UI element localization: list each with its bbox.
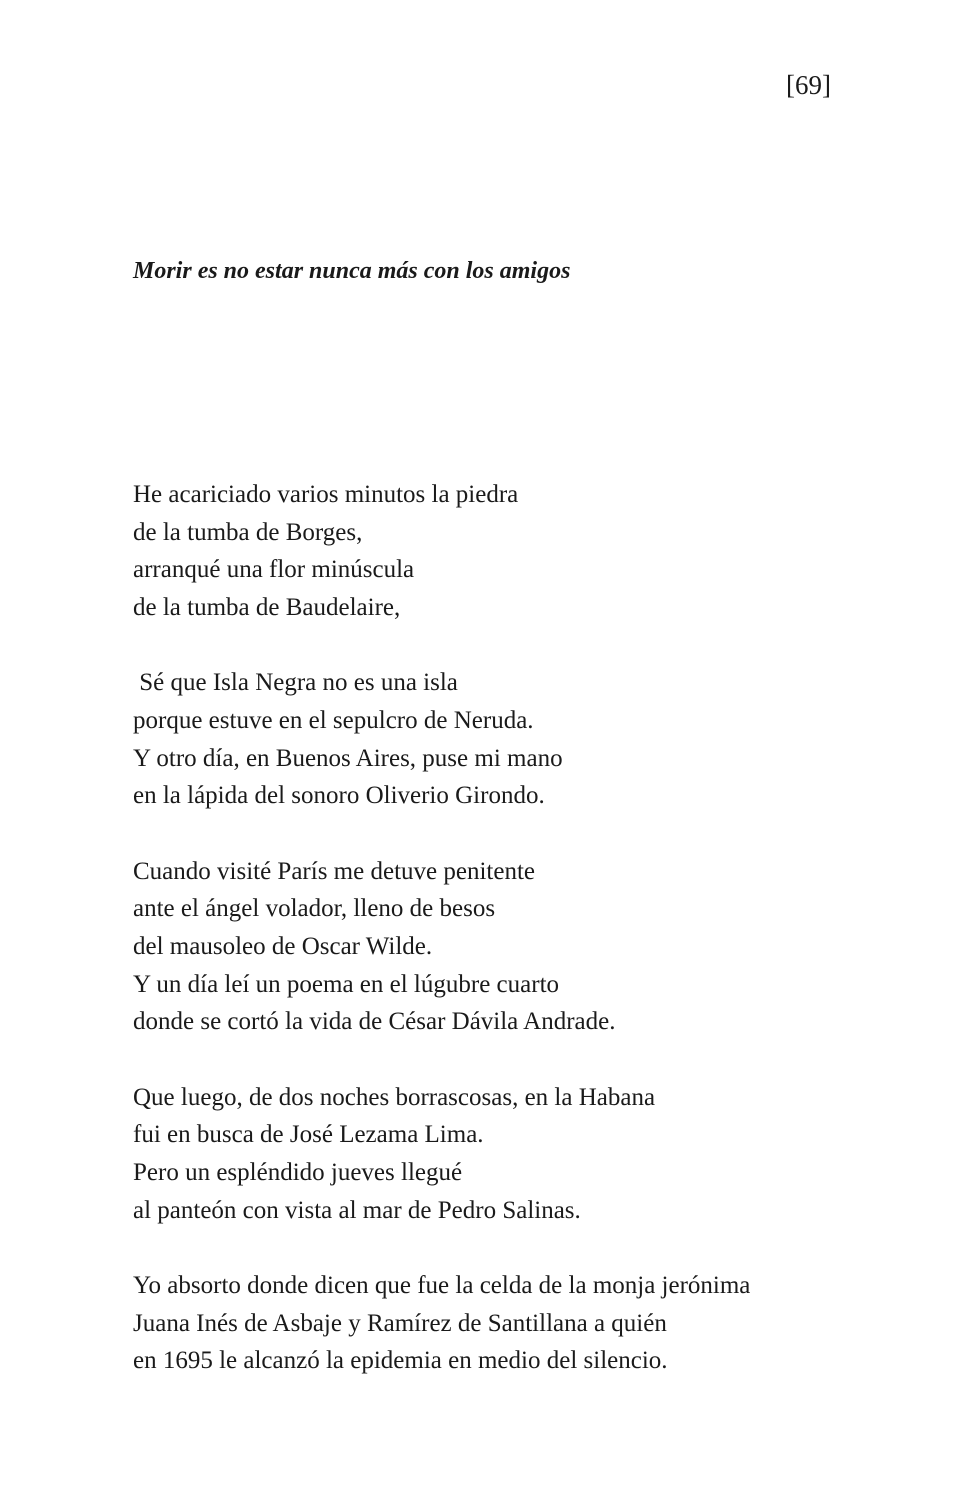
stanza-3 (133, 853, 913, 1041)
poem-line: ante el ángel volador, lleno de besos (133, 895, 496, 923)
poem-line: He acariciado varios minutos la piedra (133, 481, 519, 508)
poem-line: Pero un espléndido jueves llegué (133, 1158, 463, 1186)
stanza-1 (133, 476, 913, 626)
poem-line: Sé que Isla Negra no es una isla (133, 669, 458, 697)
poem-line: al panteón con vista al mar de Pedro Salinas. (133, 1196, 581, 1224)
poem-line: donde se cortó la vida de César Dávila Andrade. (133, 1008, 616, 1036)
poem-line: Cuando visité París me detuve penitente (133, 857, 535, 885)
poem-line: en la lápida del sonoro Oliverio Girondo. (133, 782, 545, 810)
poem-line: de la tumba de Borges, (133, 518, 363, 546)
poem-line: en 1695 le alcanzó la epidemia en medio del silencio. (133, 1347, 668, 1375)
poem-line: Y un día leí un poema en el lúgubre cuarto (133, 970, 560, 998)
poem-line: Y otro día, en Buenos Aires, puse mi mano (133, 744, 563, 772)
poem-body (133, 476, 913, 1418)
poem-line: Yo absorto donde dicen que fue la celda de la monja jerónima (133, 1272, 751, 1300)
poem-line: del mausoleo de Oscar Wilde. (133, 932, 433, 960)
stanza-2 (133, 664, 913, 814)
poem-line: porque estuve en el sepulcro de Neruda. (133, 706, 534, 734)
poem-line: arranqué una flor minúscula (133, 556, 415, 584)
page-number: [69] (786, 70, 831, 100)
poem-line: de la tumba de Baudelaire, (133, 593, 401, 621)
poem-line: fui en busca de José Lezama Lima. (133, 1121, 484, 1149)
stanza-4 (133, 1079, 913, 1229)
poem-line: Que luego, de dos noches borrascosas, en la Habana (133, 1083, 656, 1111)
stanza-5 (133, 1267, 913, 1380)
poem-title: Morir es no estar nunca más con los amigos (133, 258, 571, 284)
poem-line: Juana Inés de Asbaje y Ramírez de Santillana a quién (133, 1309, 667, 1337)
